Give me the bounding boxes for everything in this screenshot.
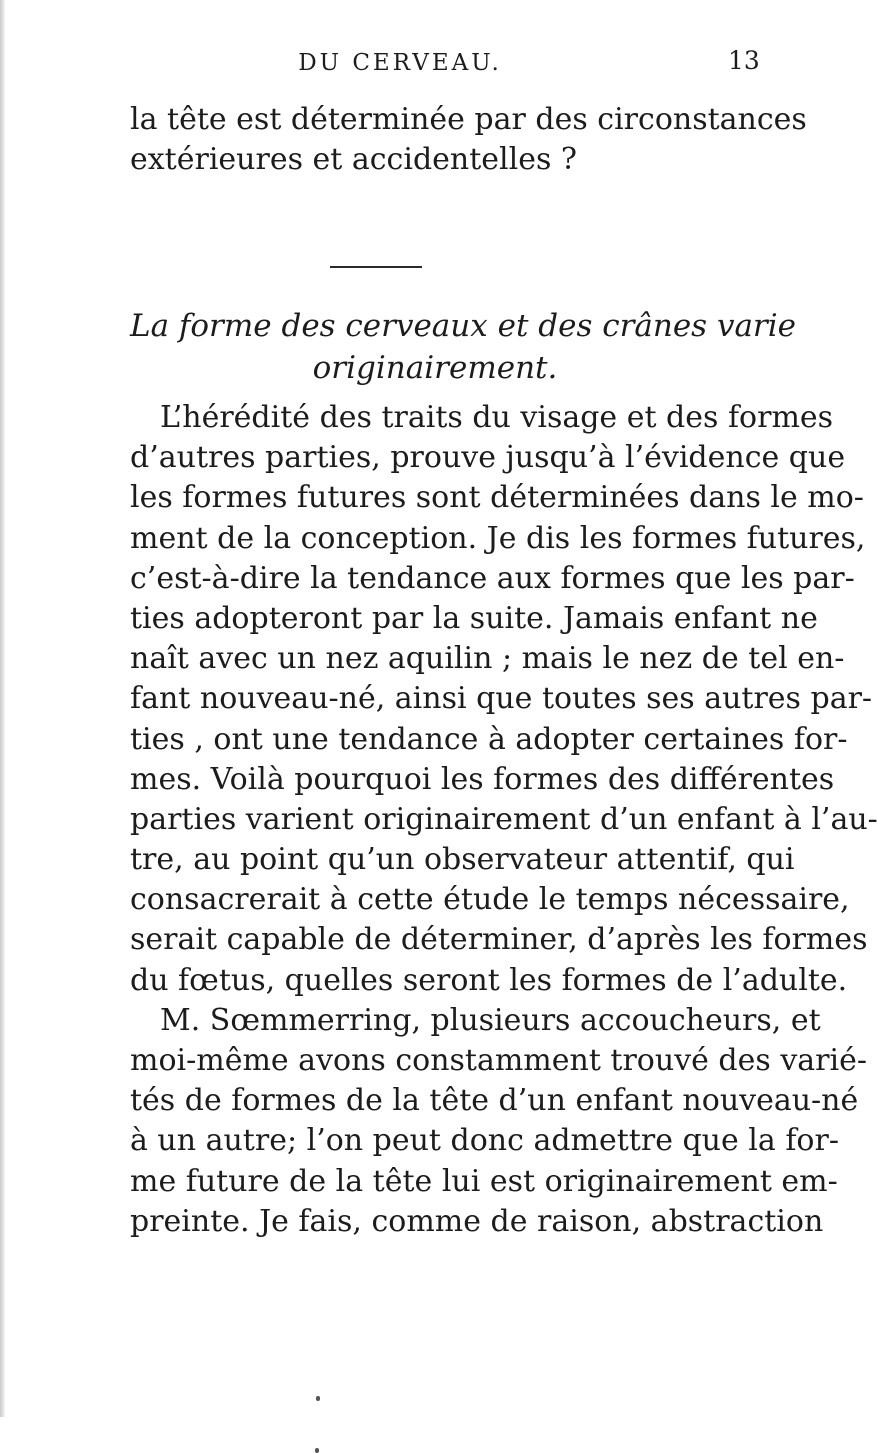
ink-speck (316, 1396, 320, 1401)
text-line: naît avec un nez aquilin ; mais le nez de tel en- (130, 641, 845, 677)
body-text (130, 398, 878, 1242)
ink-speck (315, 1448, 319, 1453)
text-line: ties adopteront par la suite. Jamais enfant ne (130, 600, 818, 636)
page-edge-shadow (0, 0, 5, 1417)
running-head-title: DU CERVEAU. (298, 50, 502, 76)
section-heading-line: originairement. (312, 350, 558, 386)
text-line: ties , ont une tendance à adopter certaines for- (130, 721, 848, 757)
section-heading (130, 305, 797, 389)
text-line: tre, au point qu’un observateur attentif, qui (130, 842, 795, 878)
text-line: L’hérédité des traits du visage et des formes (160, 400, 834, 435)
text-line: me future de la tête lui est originairement em- (130, 1163, 838, 1199)
text-line: serait capable de déterminer, d’après les formes (130, 922, 868, 958)
text-line: la tête est déterminée par des circonstances (130, 102, 807, 137)
page-number: 13 (728, 46, 760, 75)
text-line: M. Sœmmerring, plusieurs accoucheurs, et (160, 1002, 821, 1038)
text-line: c’est-à-dire la tendance aux formes que les par- (130, 560, 855, 596)
continued-text (130, 100, 807, 180)
text-line: ment de la conception. Je dis les formes futures, (130, 520, 866, 556)
text-line: les formes futures sont déterminées dans le mo- (130, 480, 864, 516)
text-line: extérieures et accidentelles ? (130, 142, 577, 177)
section-heading-line: La forme des cerveaux et des crânes varie (130, 308, 797, 344)
text-line: consacrerait à cette étude le temps nécessaire, (130, 882, 850, 918)
text-line: du fœtus, quelles seront les formes de l’adulte. (130, 962, 848, 998)
text-line: moi-même avons constamment trouvé des varié- (130, 1043, 867, 1078)
text-line: parties varient originairement d’un enfant à l’au- (130, 801, 878, 837)
text-line: d’autres parties, prouve jusqu’à l’évidence que (130, 440, 846, 476)
text-line: à un autre; l’on peut donc admettre que la for- (130, 1123, 839, 1159)
text-line: fant nouveau-né, ainsi que toutes ses autres par- (130, 681, 873, 717)
text-line: preinte. Je fais, comme de raison, abstraction (130, 1203, 824, 1239)
text-line: mes. Voilà pourquoi les formes des différentes (130, 761, 835, 797)
text-line: tés de formes de la tête d’un enfant nouveau-né (130, 1083, 859, 1119)
section-divider-rule (330, 266, 422, 268)
